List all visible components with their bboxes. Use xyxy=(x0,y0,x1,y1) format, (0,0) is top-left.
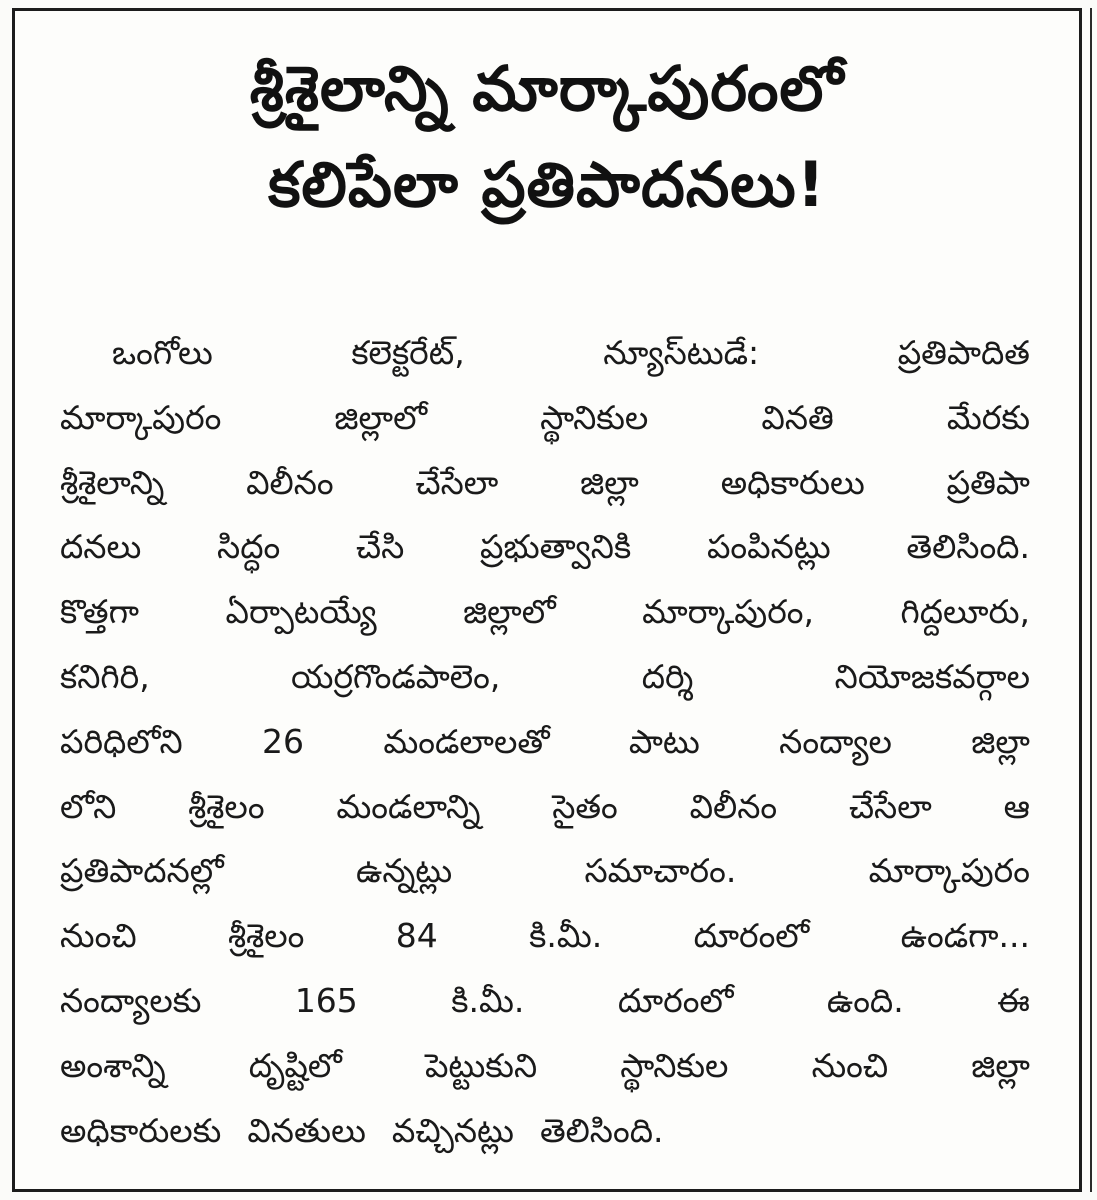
headline-line-1: శ్రీశైలాన్ని మార్కాపురంలో xyxy=(249,52,845,125)
article-word: దర్శి xyxy=(641,656,694,696)
article-word: తెలిసింది. xyxy=(539,1110,664,1150)
article-word: అధికారులు xyxy=(720,462,865,502)
article-line xyxy=(60,904,1030,969)
article-word: నుంచి xyxy=(811,1045,889,1085)
article-word: మండలాలతో xyxy=(383,721,550,761)
article-word: ప్రతిపాదిత xyxy=(897,333,1030,372)
article-word: చేసేలా xyxy=(848,786,932,826)
article-word: 165 xyxy=(294,980,358,1020)
article-word: పాటు xyxy=(628,721,700,761)
article-word: న్యూస్‌టుడే: xyxy=(603,333,760,372)
article-word: కి.మీ. xyxy=(529,916,603,956)
article-word: కొత్తగా xyxy=(60,592,140,632)
article-word: మార్కాపురం xyxy=(60,397,222,437)
article-word: నంద్యాల xyxy=(779,721,892,761)
article-word: ఒంగోలు xyxy=(112,333,213,372)
article-word: లోని xyxy=(60,786,117,826)
article-word: కలెక్టరేట్, xyxy=(351,333,465,372)
article-body xyxy=(60,321,1030,1163)
article-line xyxy=(60,515,1030,580)
article-word: ఉండగా... xyxy=(900,916,1030,956)
headline xyxy=(15,11,1079,233)
article-word: స్థానికుల xyxy=(620,1045,729,1085)
article-line xyxy=(60,321,1030,386)
article-line xyxy=(60,839,1030,904)
article-word: తెలిసింది. xyxy=(906,527,1030,567)
article-word: ఈ xyxy=(997,980,1030,1020)
article-word: 84 xyxy=(395,916,438,956)
newspaper-clipping xyxy=(12,8,1082,1192)
article-word: పెట్టుకుని xyxy=(424,1045,538,1085)
article-word: జిల్లా xyxy=(971,1045,1030,1085)
article-word: దనలు xyxy=(60,527,142,567)
article-word: చేసేలా xyxy=(415,462,499,502)
article-word: శ్రీశైలాన్ని xyxy=(60,462,165,502)
article-word: ఆ xyxy=(1003,786,1030,826)
article-line xyxy=(60,451,1030,516)
article-word: చేసి xyxy=(355,527,405,567)
article-word: స్థానికుల xyxy=(540,397,649,437)
article-word: సైతం xyxy=(552,786,618,826)
article-word: నియోజకవర్గాల xyxy=(834,656,1030,696)
article-line xyxy=(60,580,1030,645)
article-word: యర్రగొండపాలెం, xyxy=(291,656,501,696)
article-word: పరిధిలోని xyxy=(60,721,183,761)
scan-edge-divider xyxy=(1090,8,1092,1192)
article-word: 26 xyxy=(261,721,304,761)
article-word: కనిగిరి, xyxy=(60,656,150,696)
article-word: అధికారులకు xyxy=(60,1110,222,1150)
article-word: నుంచి xyxy=(60,916,137,956)
article-line xyxy=(60,386,1030,451)
article-word: వినతి xyxy=(761,397,834,437)
article-line xyxy=(60,1099,1030,1164)
article-word: మేరకు xyxy=(946,397,1030,437)
article-word: విలీనం xyxy=(689,786,778,826)
article-word: మార్కాపురం xyxy=(868,851,1030,891)
article-word: ప్రతిపాదనల్లో xyxy=(60,851,224,891)
article-word: జిల్లా xyxy=(971,721,1030,761)
article-word: దూరంలో xyxy=(693,916,810,956)
article-word: దూరంలో xyxy=(617,980,734,1020)
article-word: సమాచారం. xyxy=(584,851,737,891)
article-word: మార్కాపురం, xyxy=(642,592,815,632)
article-word: ప్రభుత్వానికి xyxy=(479,527,632,567)
article-line xyxy=(60,645,1030,710)
article-word: దృష్టిలో xyxy=(248,1045,342,1085)
article-word: పంపినట్లు xyxy=(706,527,831,567)
article-line xyxy=(60,969,1030,1034)
article-word: జిల్లా xyxy=(580,462,639,502)
article-word: శ్రీశైలం xyxy=(188,786,265,826)
article-word: గిద్దలూరు, xyxy=(900,592,1030,632)
article-line xyxy=(60,710,1030,775)
article-word: నంద్యాలకు xyxy=(60,980,202,1020)
article-word: ఉంది. xyxy=(826,980,904,1020)
article-word: కి.మీ. xyxy=(451,980,525,1020)
article-word: శ్రీశైలం xyxy=(227,916,305,956)
article-word: ఏర్పాటయ్యే xyxy=(225,592,377,632)
article-word: మండలాన్ని xyxy=(336,786,481,826)
article-word: జిల్లాలో xyxy=(334,397,428,437)
article-word: జిల్లాలో xyxy=(463,592,556,632)
article-word: ప్రతిపా xyxy=(946,462,1030,502)
article-word: అంశాన్ని xyxy=(60,1045,166,1085)
article-word: విలీనం xyxy=(246,462,334,502)
article-line xyxy=(60,775,1030,840)
article-word: సిద్ధం xyxy=(217,527,281,567)
article-word: ఉన్నట్లు xyxy=(355,851,453,891)
headline-line-2: కలిపేలా ప్రతిపాదనలు! xyxy=(268,148,826,221)
article-word: వినతులు xyxy=(247,1110,366,1150)
article-line xyxy=(60,1034,1030,1099)
article-word: వచ్చినట్లు xyxy=(391,1110,514,1150)
